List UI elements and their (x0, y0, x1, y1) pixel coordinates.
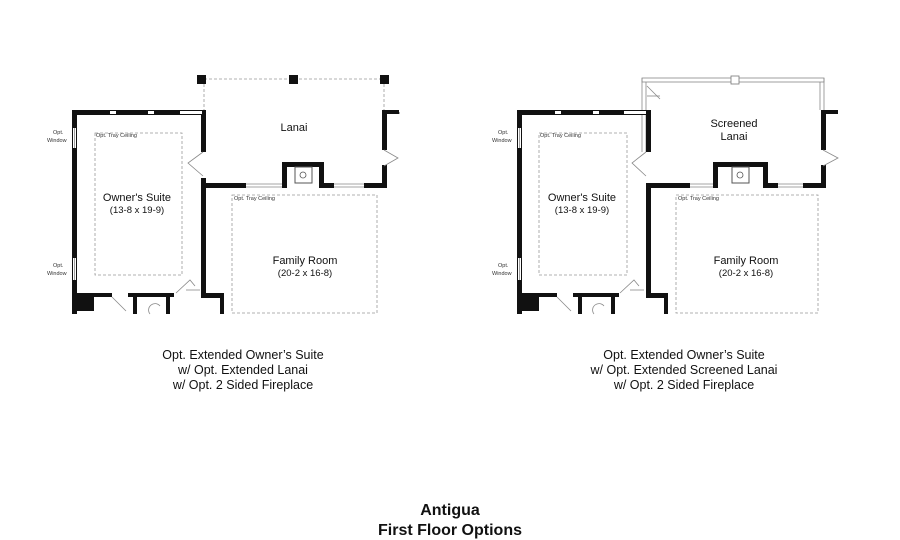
plan-caption-left (93, 348, 393, 393)
floor-plan-drawing (450, 0, 900, 330)
caption-line: w/ Opt. 2 Sided Fireplace (172, 378, 314, 392)
opt-window-label: Opt. (53, 263, 64, 269)
tray-ceiling-suite-label: Opt. Tray Ceiling (540, 133, 581, 139)
lanai-label: Lanai (280, 122, 308, 134)
opt-window-label: Window (47, 271, 67, 277)
opt-window-label: Window (492, 271, 512, 277)
model-subtitle: First Floor Options (378, 522, 522, 539)
opt-window-label: Opt. (53, 130, 64, 136)
lanai-label-line-1: Screened (710, 118, 758, 130)
floor-plan-extended-lanai (0, 0, 450, 330)
caption-line: Opt. Extended Owner’s Suite (162, 348, 324, 362)
plan-caption-right (534, 348, 834, 393)
caption-line: w/ Opt. Extended Screened Lanai (590, 363, 778, 377)
lanai-label-line-2: Lanai (720, 131, 748, 143)
floor-plan-screened-lanai (450, 0, 900, 330)
family-room-label: Family Room (713, 255, 779, 267)
lanai-post (380, 75, 389, 84)
family-room-dims: (20-2 x 16-8) (277, 268, 333, 279)
opt-window-label: Opt. (498, 263, 509, 269)
caption-line: Opt. Extended Owner’s Suite (603, 348, 765, 362)
family-room-label: Family Room (272, 255, 338, 267)
caption-line: w/ Opt. Extended Lanai (178, 363, 308, 377)
model-title: Antigua (420, 502, 480, 519)
tray-ceiling-suite-label: Opt. Tray Ceiling (96, 133, 137, 139)
owners-suite-dims: (13-8 x 19-9) (554, 205, 610, 216)
caption-line: w/ Opt. 2 Sided Fireplace (613, 378, 755, 392)
tray-ceiling-family-label: Opt. Tray Ceiling (678, 196, 719, 202)
opt-window-label: Opt. (498, 130, 509, 136)
owners-suite-label: Owner's Suite (102, 192, 172, 204)
owners-suite-dims: (13-8 x 19-9) (109, 205, 165, 216)
owners-suite-label: Owner's Suite (547, 192, 617, 204)
tray-ceiling-family-label: Opt. Tray Ceiling (234, 196, 275, 202)
opt-window-label: Window (47, 138, 67, 144)
opt-window-label: Window (492, 138, 512, 144)
family-room-dims: (20-2 x 16-8) (718, 268, 774, 279)
lanai-post (197, 75, 206, 84)
floor-plan-drawing (0, 0, 450, 330)
chimney-block (72, 293, 94, 311)
lanai-post (289, 75, 298, 84)
